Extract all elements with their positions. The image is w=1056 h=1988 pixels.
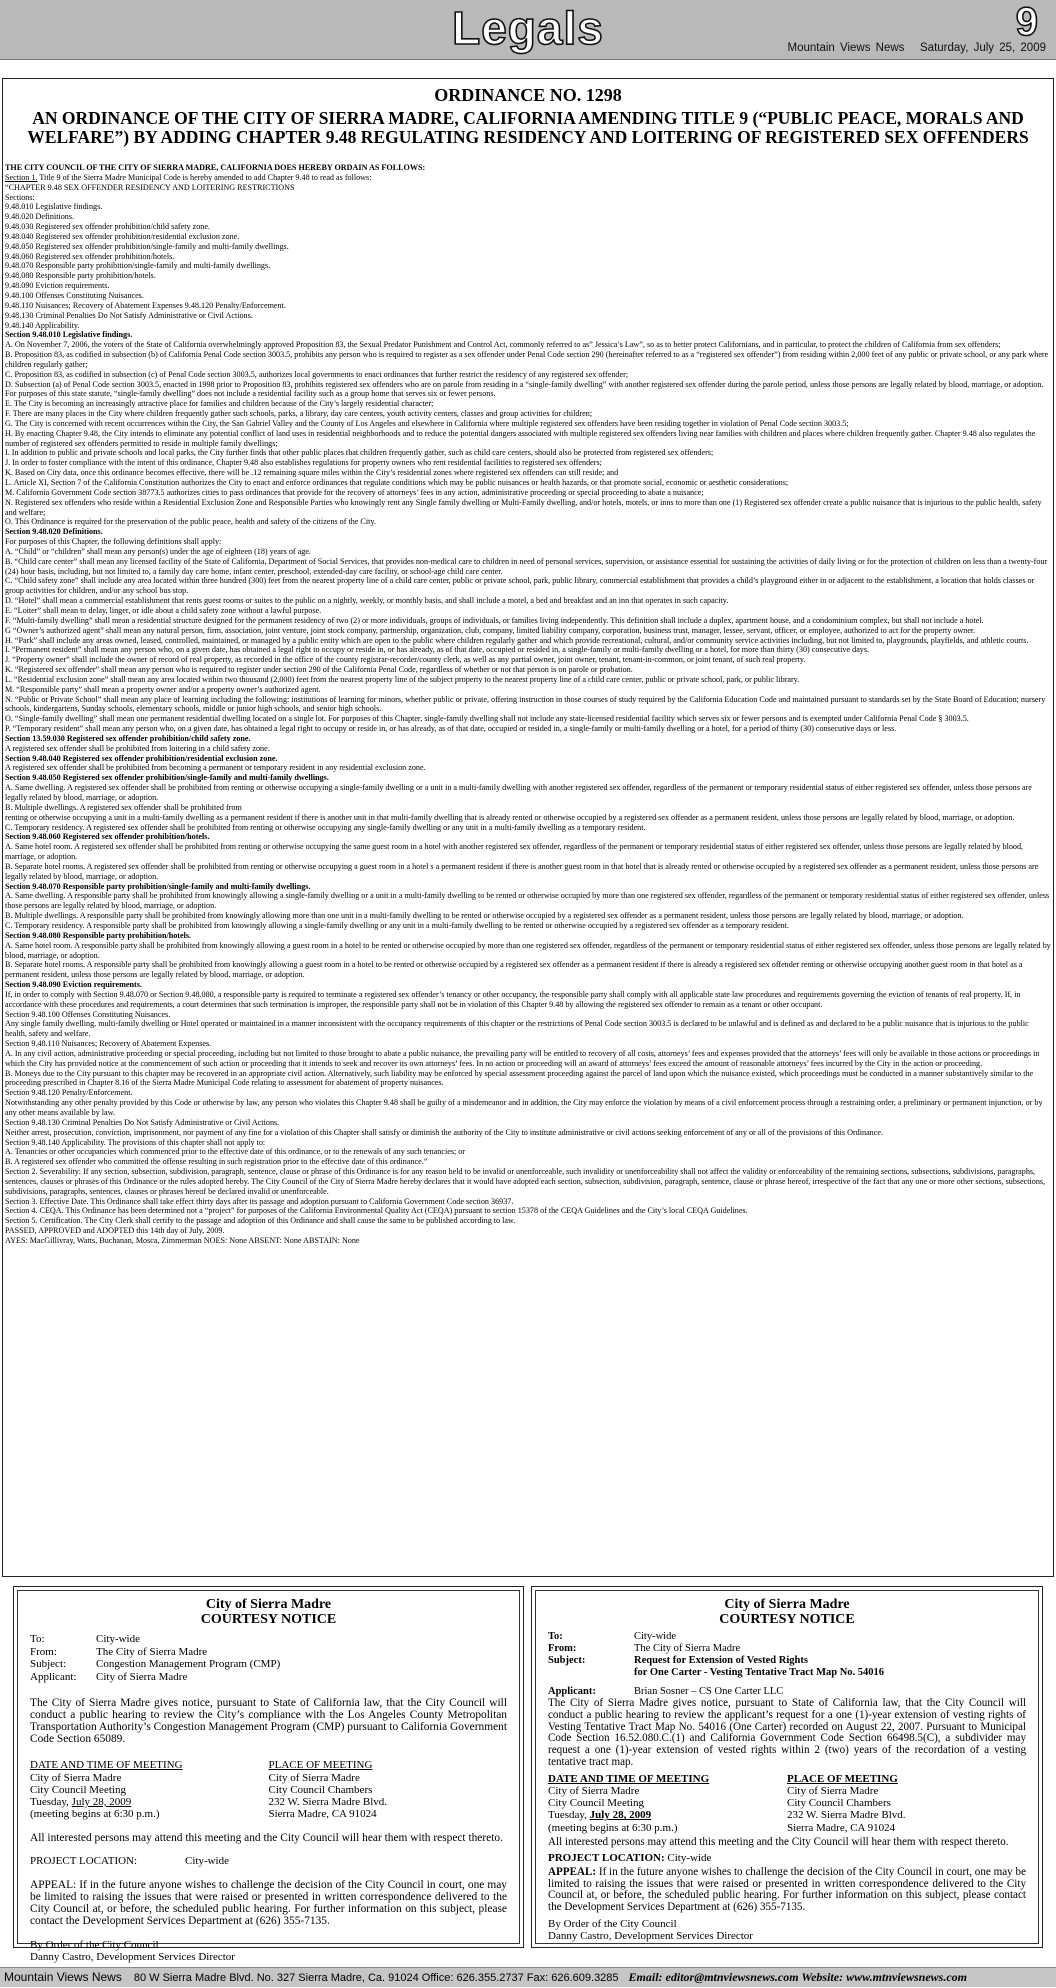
ordinance-paragraph: F. “Multi-family dwelling” shall mean a residential structure designed for the permanent residency of two (2) or more individuals, groups of individuals, or families living independently. This definition shall include a duplex, apartment house, and a condominium complex, but shall not include a hotel. <box>5 615 984 625</box>
subject-line-2-text: for One Carter - Vesting Tentative Tract Map No. 54016 <box>634 1667 885 1678</box>
section-heading: Section 9.48.040 Registered sex offender prohibition/residential exclusion zone. <box>5 753 278 763</box>
contents-line: 9.48.100 Offenses Constituting Nuisances. <box>5 290 144 300</box>
ordinance-paragraph: I. “Permanent resident” shall mean any person who, on a given date, has obtained a legal right to occupy or reside in, or has already, as of that date, occupied or resided in, a single-family or multi-family dwelling or a hotel, for more than thirty (30) consecutive days. <box>5 645 870 655</box>
location-label: PROJECT LOCATION: <box>30 1855 138 1868</box>
section-heading: Section 9.48.080 Responsible party prohibition/hotels. <box>5 930 192 940</box>
ordinance-paragraph: C. Proposition 83, as codified in subsection (c) of Penal Code section 3003.5, authorizes local governments to enact ordinances that further restrict the residency of any registered sex offender; <box>5 369 629 379</box>
appeal-label: APPEAL: <box>548 1865 597 1878</box>
meeting-day: Tuesday, <box>30 1795 72 1808</box>
field-value: City-wide <box>634 1631 676 1642</box>
ordinance-paragraph: B. Multiple dwellings. A registered sex offender shall be prohibited from <box>5 802 242 812</box>
project-location <box>548 1852 1026 1864</box>
ordinance-paragraph: H. By enacting Chapter 9.48, the City intends to eliminate any potential conflict of land uses in residential neighborhoods and to reduce the potential dangers associated with multiple registered sex offenders living near families with children and places where children frequently gather. Chapter 9.48 also regulates the number of registered sex offenders permitted to reside in multiple family dwellings; <box>5 428 1036 448</box>
appeal-text: APPEAL: If in the future anyone wishes to challenge the decision of the City Council in court, one may be limited to raising the issues that were raised or presented in written correspondence delivered to the City Council at, or before, the scheduled public hearing. For further information on this subject, please contact the Development Services Department at (626) 355-7135. <box>30 1878 507 1927</box>
ordinance-paragraph: C. Temporary residency. A responsible party shall be prohibited from knowingly allowing a single-family dwelling or any unit in a multi-family dwelling to be rented or otherwise occupied by a registered sex offender as a temporary resident. <box>5 920 790 930</box>
ordinance-paragraph: A. Same hotel room. A responsible party shall be prohibited from knowingly allowing a guest room in a hotel to be rented or otherwise occupied by more than one registered sex offender, regardless of the permanent or temporary residential status of either registered sex offender, unless those persons are legally related by blood, marriage, or adoption. <box>5 940 1051 960</box>
page-number: 9 <box>1015 0 1038 44</box>
ordinance-number: ORDINANCE NO. 1298 <box>434 85 622 105</box>
ordinance-paragraph: Section 3. Effective Date. This Ordinance shall take effect thirty days after its passage and adoption pursuant to California Government Code section 36937. <box>5 1196 514 1206</box>
ordinance-paragraph: K. “Registered sex offender” shall mean any person who is required to register under section 290 of the California Penal Code, regardless of whether or not that person is on parole or probation. <box>5 665 633 675</box>
notice-field-row <box>30 1671 507 1684</box>
ordinance-paragraph: N. “Public or Private School” shall mean any place of learning including the following: institutions of learning for minors, whether public or private, offering instruction in those courses of study required by the California Education Code and maintained pursuant to standards set by the State Board of Education; nursery schools, kindergartens, Sunday schools, elementary schools, middle or junior high schools, and senior high schools. <box>5 694 1046 714</box>
ordinance-paragraph: J. “Property owner” shall include the owner of record of real property, as recorded in the office of the county registrar-recorder/county clerk, as well as any partial owner, joint owner, tenant, tenant-in-common, or joint tenant, of such real property. <box>5 655 806 665</box>
ordinance-paragraph: D. Subsection (a) of Penal Code section 3003.5, enacted in 1998 prior to Proposition 83, prohibits registered sex offenders who are on parole from residing in a “single-family dwelling” with another registered sex offender during the parole period, unless those persons are legally related by blood, marriage, or adoption. For purposes of this state statute, “single-family dwelling” does not include a residential facility such as a group home that serves six or fewer persons. <box>5 379 1044 399</box>
contents-line: 9.48.110 Nuisances; Recovery of Abatement Expenses 9.48.120 Penalty/Enforcement. <box>5 300 286 310</box>
issue-date: Saturday, July 25, 2009 <box>920 42 1046 54</box>
appeal-text <box>548 1867 1026 1914</box>
notice-body: The City of Sierra Madre gives notice, pursuant to State of California law, that the City Council will conduct a public hearing to review the City’s compliance with the Los Angeles County Metropolitan Transportation Authority’s Congestion Management Program (CMP) pursuant to California Government Code Section 65089. <box>30 1697 507 1746</box>
applicant-label: Applicant: <box>548 1686 596 1697</box>
ordinance-paragraph: M. “Responsible party” shall mean a property owner and/or a property owner’s authorized agent. <box>5 684 321 694</box>
ordinance-paragraph: Neither arrest, prosecution, conviction, imprisonment, nor payment of any fine for a violation of this Chapter shall satisfy or diminish the authority of the City to institute administrative or civil actions seeking enforcement of any or all of the provisions of this Ordinance. <box>5 1127 883 1137</box>
ordinance-paragraph: A. Tenancies or other occupancies which commenced prior to the effective date of this ordinance, or to the renewals of any such tenancies; or <box>5 1147 466 1157</box>
footer-bar <box>0 1967 1056 1987</box>
chapter-contents <box>5 183 1051 331</box>
ordinance-paragraph: A registered sex offender shall be prohibited from loitering in a child safety zone. <box>5 743 270 753</box>
date-heading: DATE AND TIME OF MEETING <box>548 1772 710 1785</box>
location-label: PROJECT LOCATION: <box>548 1851 665 1864</box>
subject-line-2 <box>548 1667 1026 1679</box>
notice-city: City of Sierra Madre <box>724 1597 850 1612</box>
place-line: City of Sierra Madre <box>787 1784 879 1797</box>
contents-line: 9.48.020 Definitions. <box>5 212 75 222</box>
meeting-date-value: July 28, 2009 <box>589 1809 652 1822</box>
notice-field-row <box>30 1658 507 1671</box>
ordinance-paragraph: Notwithstanding any other penalty provided by this Code or otherwise by law, any person who violates this Chapter 9.48 shall be guilty of a misdemeanor and in addition, the City may enforce the violation by means of a civil enforcement process through a restraining order, a preliminary or permanent injunction, or by any other means available by law. <box>5 1098 1043 1117</box>
paper-name: Mountain Views News <box>787 42 905 54</box>
contents-line: 9.48.090 Eviction requirements. <box>5 281 110 291</box>
date-line: City of Sierra Madre <box>30 1771 122 1784</box>
place-line: 232 W. Sierra Madre Blvd. <box>787 1809 906 1822</box>
ordinance-paragraph: Section 4. CEQA. This Ordinance has been determined not a “project” for purposes of the California Environmental Quality Act (CEQA) pursuant to section 15378 of the CEQA Guidelines and the City’s local CEQA Guidelines. <box>5 1206 748 1216</box>
ordinance-paragraph: B. Separate hotel rooms. A responsible party shall be prohibited from knowingly allowing a guest room in a hotel to be rented or otherwise occupied by a registered sex offender as a permanent resident if there is already a registered sex offender renting or otherwise occupying another guest room in that hotel as a permanent resident, unless those persons are legally related by blood, marriage, or adoption. <box>5 960 1023 980</box>
order-line: By Order of the City Council <box>548 1917 677 1930</box>
meeting-day: Tuesday, <box>548 1809 590 1822</box>
notice-field-row <box>548 1643 1026 1655</box>
ordinance-paragraph: B. A registered sex offender who committed the offense resulting in such registration prior to the effective date of this ordinance.” <box>5 1157 428 1167</box>
ordinance-paragraph: Section 9.48.110 Nuisances; Recovery of Abatement Expenses. <box>5 1039 212 1049</box>
ordinance-paragraph: Section 9.48.120 Penalty/Enforcement. <box>5 1088 133 1098</box>
place-heading: PLACE OF MEETING <box>268 1759 373 1772</box>
section-heading: Section 9.48.070 Responsible party prohibition/single-family and multi-family dwellings. <box>5 881 311 891</box>
ordinance-paragraph: PASSED, APPROVED and ADOPTED this 14th day of July, 2009. <box>5 1226 225 1236</box>
ordinance-paragraph: AYES: MacGillivray, Watts, Buchanan, Mosca, Zimmerman NOES: None ABSENT: None ABSTAIN: None <box>5 1235 360 1245</box>
ordinance-paragraph: If, in order to comply with Section 9.48.070 or Section 9.48.080, a responsible party is required to terminate a registered sex offender’s tenancy or other occupancy, the responsible party shall comply with all applicable state law procedures and requirements governing the eviction of tenants of real property. If, in accordance with these procedures and requirements, a court determines that such termination is improper, the responsible party shall not be in violation of this Chapter 9.48 by allowing the registered sex offender to remain as a tenant or other occupant. <box>5 989 1021 1009</box>
location-value: City-wide <box>185 1855 229 1868</box>
section-heading: Section 9.48.050 Registered sex offender prohibition/single-family and multi-family dwellings. <box>5 773 329 783</box>
contents-line: 9.48.130 Criminal Penalties Do Not Satisfy Administrative or Civil Actions. <box>5 310 253 320</box>
interested-text: All interested persons may attend this meeting and the City Council will hear them with respect thereto. <box>548 1835 1009 1848</box>
field-label: Applicant: <box>30 1670 77 1683</box>
ordinance-paragraph: A. Same dwelling. A responsible party shall be prohibited from knowingly allowing a single-family dwelling or a unit in a multi-family dwelling to be rented or otherwise occupied by more than one registered sex offender, regardless of the permanent or temporary residential status of either registered sex offender, unless those persons are legally related by blood, marriage, or adoption. <box>5 891 1050 911</box>
notice-fields <box>30 1633 507 1683</box>
notice-heading: COURTESY NOTICE <box>200 1612 337 1627</box>
masthead <box>0 0 1056 60</box>
contents-line: 9.48.070 Responsible party prohibition/single-family and multi-family dwellings. <box>5 261 271 271</box>
ordinance-paragraph: Section 9.48.130 Criminal Penalties Do Not Satisfy Administrative or Civil Actions. <box>5 1117 280 1127</box>
ordinance-body <box>5 163 1051 1573</box>
notice-frame <box>535 1590 1039 1944</box>
field-value: City-wide <box>96 1633 140 1645</box>
contents-line: 9.48.140 Applicability. <box>5 320 80 330</box>
contents-line: 9.48.060 Registered sex offender prohibition/hotels. <box>5 251 175 261</box>
meeting-date <box>548 1809 787 1821</box>
place-line: 232 W. Sierra Madre Blvd. <box>268 1795 388 1808</box>
ordinance-paragraph: B. Multiple dwellings. A responsible party shall be prohibited from knowingly allowing more than one unit in a multi-family dwelling to be rented or otherwise occupied by a registered sex offender as a permanent resident, unless those persons are legally related by blood, marriage, or adoption. <box>5 911 964 921</box>
ordinance-paragraph: Section 9.48.140 Applicability. The provisions of this chapter shall not apply to: <box>5 1137 266 1147</box>
ordinance-paragraph: M. California Government Code section 38773.5 authorizes cities to pass ordinances that provide for the recovery of attorneys’ fees in any action, administrative proceeding or special proceeding to abate a nuisance; <box>5 487 704 497</box>
meeting-date <box>30 1796 269 1808</box>
field-label: Subject: <box>548 1655 586 1666</box>
field-value: The City of Sierra Madre <box>634 1643 741 1654</box>
notice-frame <box>17 1590 520 1964</box>
date-line: City Council Meeting <box>548 1797 644 1810</box>
ordinance-paragraph: renting or otherwise occupying a unit in a multi-family dwelling as a permanent resident if there is another unit in that multi-family dwelling that is already rented or otherwise occupied by a registered sex offender as a permanent resident, unless those persons are legally related by blood, marriage, or adoption. <box>5 812 1015 822</box>
courtesy-notice-one-carter <box>531 1586 1043 1948</box>
contents-line: 9.48.010 Legislative findings. <box>5 202 103 212</box>
field-value: The City of Sierra Madre <box>96 1645 208 1658</box>
footer-email-website: Email: editor@mtnviewsnews.com Website: www.mtnviewsnews.com <box>628 1970 967 1984</box>
ordinance-paragraph: L. Article XI, Section 7 of the California Constitution authorizes the City to enact and enforce ordinances that regulate conditions which may be public nuisances or health hazards, or that promote social, economic or aesthetic considerations; <box>5 478 789 487</box>
section-heading: Section 9.48.090 Eviction requirements. <box>5 980 142 990</box>
courtesy-notice-cmp <box>13 1586 524 1964</box>
footer-paper-name: Mountain Views News <box>4 1970 122 1984</box>
notice-field-row <box>30 1646 507 1659</box>
ordinance-paragraph: B. Moneys due to the City pursuant to this chapter may be recovered in an appropriate civil action. Alternatively, such liability may be enforced by special assessment proceeding against the parcel of land upon which the nuisance existed, which proceedings must be conducted in a manner substantively similar to the proceeding prescribed in Chapter 8.16 of the Sierra Madre Municipal Code relating to assessment for abatement of property nuisances. <box>5 1068 1034 1088</box>
ordinance-paragraph: B. Separate hotel rooms. A registered sex offender shall be prohibited from renting or otherwise occupying a guest room in a hotel s a permanent resident if there is another guest room in that hotel that is already rented or otherwise occupied by a registered sex offender as a permanent resident, unless those persons are legally related by blood, marriage, or adoption. <box>5 861 1039 881</box>
meeting-info <box>30 1759 507 1820</box>
ordinance-paragraph: K. Based on City data, once this ordinance becomes effective, there will be .12 remaining square miles within the City’s residential zones where registered sex offenders can still reside; and <box>5 468 619 478</box>
masthead-info <box>787 42 1046 54</box>
ordinance-paragraph: A. Same hotel room. A registered sex offender shall be prohibited from renting or otherwise occupying the same guest room in a hotel with another registered sex offender, regardless of the permanent or temporary residential status of either registered sex offender, unless those persons are legally related by blood, marriage, or adoption. <box>5 842 1024 862</box>
notice-field-row <box>30 1633 507 1646</box>
ordinance-paragraph: B. “Child care center” shall mean any licensed facility of the State of California, Department of Social Services, that provides non-medical care to children in need of personal services, supervision, or assistance essential for sustaining the activities of daily living or for the protection of children on less than a twenty-four (24) hour basis, including, but not limited to, a family day care home, infant center, preschool, extended-day care facility, or school-age child care center. <box>5 556 1048 576</box>
date-heading: DATE AND TIME OF MEETING <box>30 1759 183 1772</box>
ordinance-paragraph: C. Temporary residency. A registered sex offender shall be prohibited from renting or otherwise occupying any single-family dwelling or any unit in a multi-family dwelling as a temporary resident. <box>5 822 646 832</box>
ordinance-paragraph: E. The City is becoming an increasingly attractive place for families and children because of the City’s largely residential character; <box>5 399 434 409</box>
order-line: By Order of the City Council <box>30 1939 159 1952</box>
section-1-text: Title 9 of the Sierra Madre Municipal Code is hereby amended to add Chapter 9.48 to read as follows: <box>37 172 372 182</box>
ordinance-paragraph: A. On November 7, 2006, the voters of the State of California overwhelmingly approved Proposition 83, the Sexual Predator Punishment and Control Act, commonly referred to as” Jessica’s Law”, so as to better protect Californians, and in particular, to protect the children of California from sex offenders; <box>5 340 1001 350</box>
ordinance-paragraph: A. In any civil action, administrative proceeding or special proceeding, including but not limited to those brought to abate a public nuisance, the prevailing party will be entitled to recovery of all costs, attorneys’ fees and expenses provided that the attorneys’ fees will only be available in those actions or proceedings in which the City has provided notice at the commencement of such action or proceeding that it intends to seek and recover its own attorneys’ fees. In no action or proceeding will an award of attorneys’ fees exceed the amount of reasonable attorneys’ fees incurred by the City in the action or proceeding. <box>5 1048 1040 1068</box>
ordinance-box <box>2 78 1054 1577</box>
field-label: To: <box>548 1631 563 1642</box>
place-line: City Council Chambers <box>268 1783 373 1796</box>
contents-line: 9.48.030 Registered sex offender prohibition/child safety zone. <box>5 222 210 232</box>
ordinance-paragraph: L. “Residential exclusion zone” shall mean any area located within two thousand (2,000) feet from the nearest property line of the subject property to the nearest property line of a child care center, public or private school, park, or public library. <box>5 674 800 684</box>
ordinance-paragraph: H. “Park” shall include any areas owned, leased, controlled, maintained, or managed by a public entity which are open to the public where children regularly gather and which provide recreational, cultural, and/or community service activities including, but not limited to, playgrounds, playfields, and athletic courts. <box>5 635 1029 645</box>
section-heading: Section 9.48.020 Definitions. <box>5 527 103 537</box>
meeting-time: (meeting begins at 6:30 p.m.) <box>30 1808 160 1821</box>
field-value: Request for Extension of Vested Rights <box>634 1655 808 1666</box>
field-label: From: <box>30 1645 57 1658</box>
signer: Danny Castro, Development Services Director <box>548 1930 753 1943</box>
ordinance-paragraph: A. “Child” or “children” shall mean any person(s) under the age of eighteen (18) years of age. <box>5 546 311 556</box>
notice-heading: COURTESY NOTICE <box>719 1612 855 1627</box>
ordinance-paragraph: Section 9.48.100 Offenses Constituting Nuisances. <box>5 1009 171 1019</box>
notice-fields <box>548 1631 1026 1667</box>
notice-field-row <box>548 1631 1026 1643</box>
ordinance-paragraph: C. “Child safety zone” shall include any area located within three hundred (300) feet from the nearest property line of a child care center, public or private school, park, public library, commercial establishment that provides a child’s playground either in or adjacent to the establishment, a location that holds classes or group activities for children, and/or any school bus stop. <box>5 576 1035 596</box>
field-label: Subject: <box>30 1658 67 1670</box>
section-1 <box>5 173 1051 183</box>
meeting-info <box>548 1773 1026 1834</box>
contents-line: 9.48.040 Registered sex offender prohibition/residential exclusion zone. <box>5 231 240 241</box>
ordinance-paragraph: B. Proposition 83, as codified in subsection (b) of California Penal Code section 3003.5, prohibits any person who is required to register as a sex offender under Penal Code section 290 (hereinafter referred to as a “registered sex offender”) from residing within 2,000 feet of any public or private school, or any park where children regularly gather; <box>5 350 1049 369</box>
signer: Danny Castro, Development Services Director <box>30 1951 235 1964</box>
contents-line: 9.48.080 Responsible party prohibition/hotels. <box>5 271 156 281</box>
ordinance-paragraph: G “Owner’s authorized agent” shall mean any natural person, firm, association, joint venture, joint stock company, partnership, organization, club, company, limited liability company, corporation, business trust, manager, lessee, servant, officer, or employee, authorized to act for the property owner. <box>5 625 976 635</box>
contents-line: 9.48.050 Registered sex offender prohibition/single-family and multi-family dwellings. <box>5 241 289 251</box>
applicant-value: Brian Sosner – CS One Carter LLC <box>634 1686 784 1697</box>
interested-text: All interested persons may attend this meeting and the City Council will hear them with respect thereto. <box>30 1832 503 1845</box>
field-value: City of Sierra Madre <box>96 1670 188 1683</box>
field-label: To: <box>30 1633 45 1645</box>
ordinance-paragraph: D. “Hotel” shall mean a commercial establishment that rents guest rooms or suites to the public on a nightly, weekly, or monthly basis, and shall include a motel, a bed and breakfast and an inn that operates in such capacity. <box>5 596 729 606</box>
field-label: From: <box>548 1643 577 1654</box>
date-line: City Council Meeting <box>30 1783 126 1796</box>
place-line: Sierra Madre, CA 91024 <box>268 1808 377 1821</box>
section-heading: Section 9.48.060 Registered sex offender prohibition/hotels. <box>5 832 210 842</box>
ordinance-paragraphs <box>5 330 1051 1245</box>
project-location <box>30 1855 507 1867</box>
notice-body: The City of Sierra Madre gives notice, pursuant to State of California law, that the City Council will conduct a public hearing to review the applicant’s request for a one (1)-year extension of vesting rights of Vesting Tentative Tract Map No. 54016 (One Carter) recorded on August 22, 2007. Pursuant to Municipal Code Section 16.52.080.C.(1) and California Government Code Section 66498.5(C), a subdivider may request a one (1)-year extension of vested rights within 2 (two) years of the recordation of a vesting tentative tract map. <box>548 1697 1026 1768</box>
ordinance-paragraph: F. There are many places in the City where children frequently gather such schools, parks, a library, day care centers, youth activity centers, classes and group activities for children; <box>5 409 593 419</box>
date-line: City of Sierra Madre <box>548 1784 640 1797</box>
meeting-time: (meeting begins at 6:30 p.m.) <box>548 1821 678 1834</box>
notice-field-row <box>548 1655 1026 1667</box>
place-line: Sierra Madre, CA 91024 <box>787 1821 896 1834</box>
ordinance-paragraph: I. In addition to public and private schools and local parks, the City further finds that other public places that children frequently gather, such as child care centers, should also be protected from registered sex offenders; <box>5 448 714 458</box>
ordinance-paragraph: E. “Loiter” shall mean to delay, linger, or idle about a child safety zone without a lawful purpose. <box>5 605 322 615</box>
footer-address: 80 W Sierra Madre Blvd. No. 327 Sierra Madre, Ca. 91024 Office: 626.355.2737 Fax: 626.609.3285 <box>133 1972 619 1984</box>
ordinance-paragraph: G. The City is concerned with recent occurrences within the City, the San Gabriel Valley and the County of Los Angeles and elsewhere in California where multiple registered sex offenders have been residing together in violation of Penal Code section 3003.5; <box>5 418 849 428</box>
section-title: Legals <box>452 2 604 54</box>
ordinance-paragraph: O. This Ordinance is required for the preservation of the public peace, health and safety of the citizens of the City. <box>5 517 376 527</box>
contents-line: Sections: <box>5 192 35 202</box>
appeal-body: If in the future anyone wishes to challenge the decision of the City Council in court, one may be limited to raising the issues that were raised or presented in written correspondence delivered to the City Council at, or before, the scheduled public hearing. For further information on this subject, please contact the Development Services Department at (626) 355-7135. <box>548 1865 1026 1914</box>
field-value: Congestion Management Program (CMP) <box>96 1658 281 1670</box>
ordinance-paragraph: Section 5. Certification. The City Clerk shall certify to the passage and adoption of this Ordinance and shall cause the same to be published according to law. <box>5 1216 516 1226</box>
ordinance-paragraph: P. “Temporary resident” shall mean any person who, on a given date, has obtained a legal right to occupy or reside in, or has already, as of that date, occupied or resided in, a single-family or multi-family dwelling or a hotel, for a period of thirty (30) consecutive days or less. <box>5 724 897 734</box>
ordinance-paragraph: O. “Single-family dwelling” shall mean one permanent residential dwelling located on a single lot. For purposes of this Chapter, single-family dwelling shall not include any state-licensed residential facility which serves six or fewer persons and is exempted under California Penal Code § 3003.5. <box>5 714 969 724</box>
ordinance-paragraph: J. In order to foster compliance with the intent of this ordinance, Chapter 9.48 also establishes regulations for property owners who rent residential facilities to registered sex offenders; <box>5 458 602 468</box>
notice-city: City of Sierra Madre <box>205 1597 332 1612</box>
ordinance-paragraph: For purposes of this Chapter, the following definitions shall apply: <box>5 537 222 547</box>
ordinance-paragraph: A. Same dwelling. A registered sex offender shall be prohibited from renting or otherwise occupying a single-family dwelling or a unit in a multi-family dwelling with another registered sex offender, regardless of the permanent or temporary residential status of either registered sex offender, unless those persons are legally related by blood, marriage, or adoption. <box>5 783 1032 802</box>
location-value: City-wide <box>664 1851 712 1864</box>
place-line: City of Sierra Madre <box>268 1771 360 1784</box>
ordinance-intro: THE CITY COUNCIL OF THE CITY OF SIERRA MADRE, CALIFORNIA DOES HEREBY ORDAIN AS FOLLOWS: <box>5 163 426 172</box>
ordinance-paragraph: Any single family dwelling, multi-family dwelling or Hotel operated or maintained in a manner inconsistent with the occupancy requirements of this chapter or the restrictions of Penal Code section 3003.5 is declared to be unlawful and is defined as and declared to be a public nuisance that is injurious to the public health, safety and welfare. <box>5 1019 1029 1039</box>
meeting-date-value: July 28, 2009 <box>71 1795 132 1808</box>
ordinance-paragraph: Section 2. Severability: If any section, subsection, subdivision, paragraph, sentence, clause or phrase of this Ordinance is for any reason held to be invalid or unenforceable, such invalidity or unenforceability shall not affect the validity or enforceability of the remaining sections, subsections, subdivisions, paragraphs, sentences, clauses or phrases of this Ordinance or the rules adopted hereby. The City Council of the City of Sierra Madre hereby declares that it would have adopted each section, subsection, subdivision, paragraph, sentence, clause or phrase hereof, irrespective of the fact that any one or more other sections, subsections, subdivisions, paragraphs, sentences, clauses or phrases hereof be declared invalid or unenforceable. <box>5 1167 1046 1196</box>
section-heading: Section 13.59.030 Registered sex offender prohibition/child safety zone. <box>5 733 251 743</box>
section-1-label: Section 1. <box>5 172 38 182</box>
ordinance-paragraph: A registered sex offender shall be prohibited from becoming a permanent or temporary resident in any residential exclusion zone. <box>5 763 426 773</box>
place-heading: PLACE OF MEETING <box>787 1772 898 1785</box>
place-line: City Council Chambers <box>787 1797 891 1810</box>
contents-line: “CHAPTER 9.48 SEX OFFENDER RESIDENCY AND LOITERING RESTRICTIONS <box>5 182 295 192</box>
ordinance-title: AN ORDINANCE OF THE CITY OF SIERRA MADRE, CALIFORNIA AMENDING TITLE 9 (“PUBLIC PEACE, MORALS AND WELFARE”) BY ADDING CHAPTER 9.48 REGULATING RESIDENCY AND LOITERING OF REGISTERED SEX OFFENDERS <box>27 108 1029 147</box>
section-heading: Section 9.48.010 Legislative findings. <box>5 330 133 340</box>
ordinance-paragraph: N. Registered sex offenders who reside within a Residential Exclusion Zone and Responsible Parties who knowingly rent any Single family dwelling or Multi-Family dwelling, and/or hotels, motels, or inns to more than one (1) Registered sex offender create a public nuisance that is injurious to the public health, safety and welfare; <box>5 497 1042 517</box>
